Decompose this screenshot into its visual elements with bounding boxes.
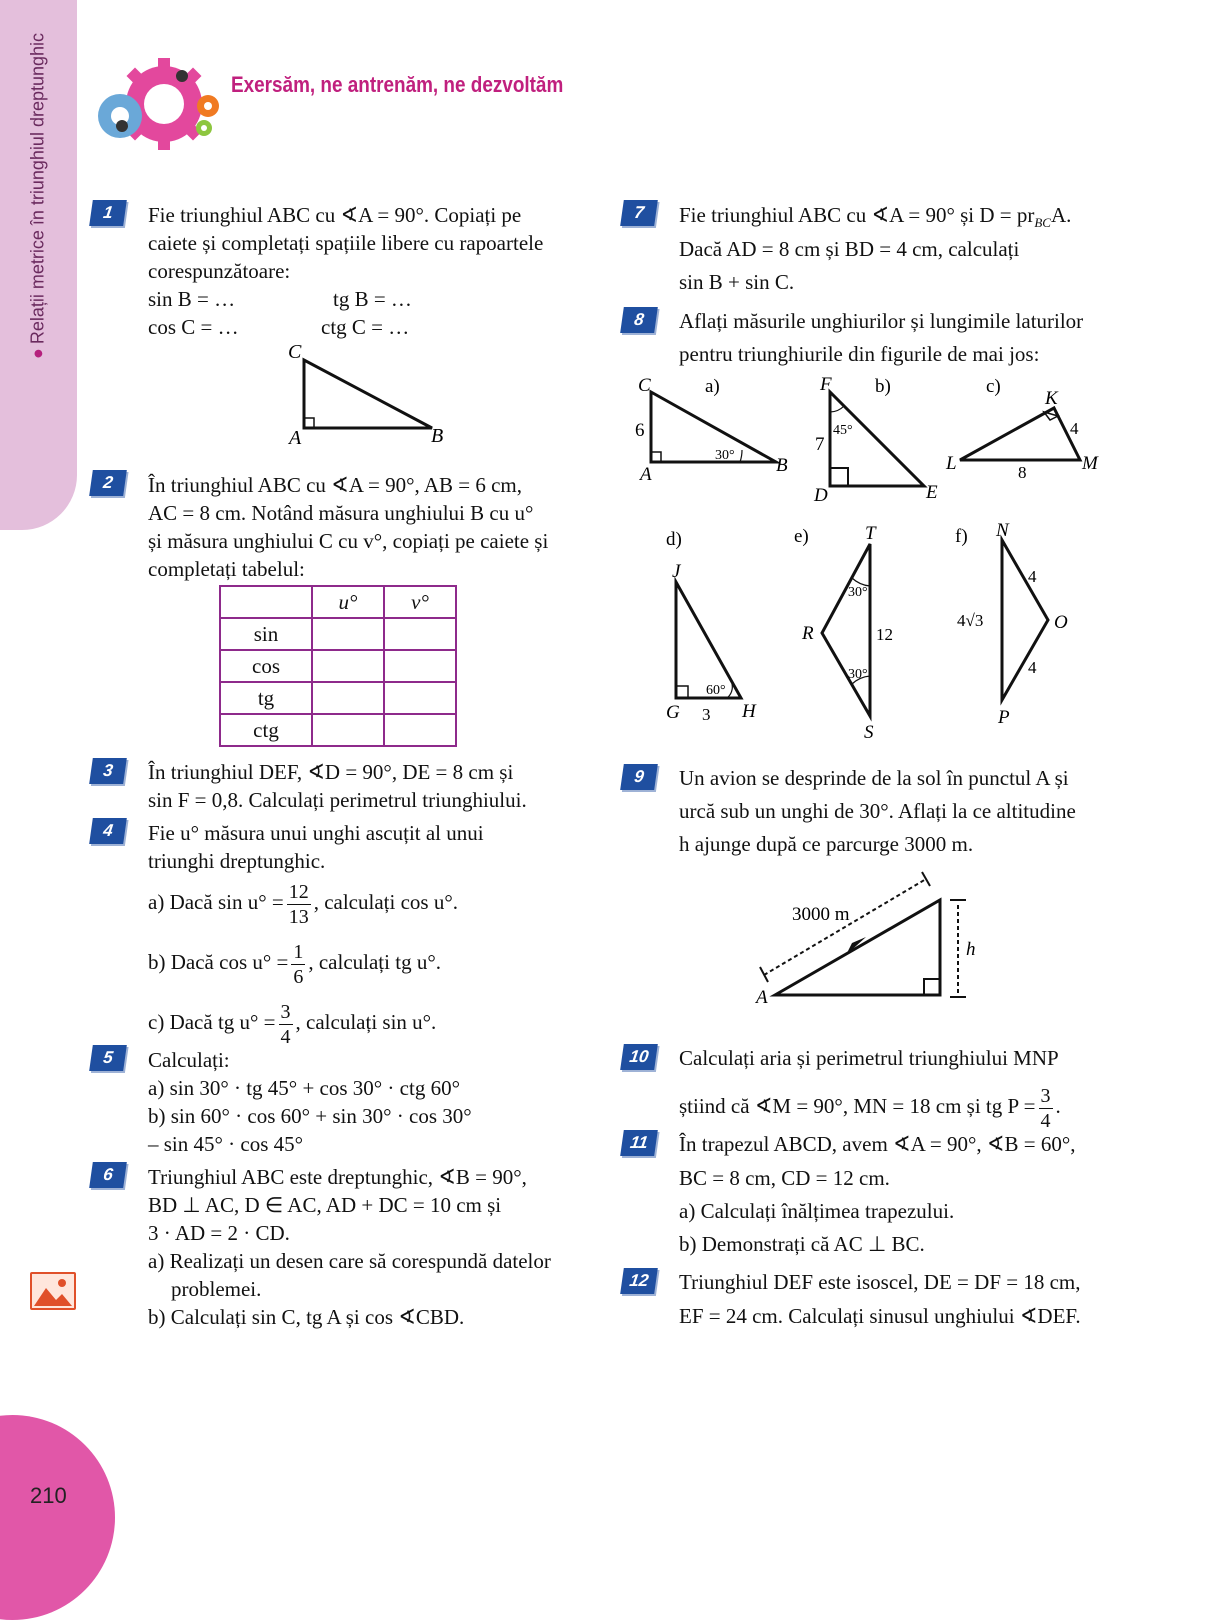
label-a: A <box>289 427 302 449</box>
vertex-g: G <box>666 702 680 723</box>
side-length: 8 <box>1018 463 1027 482</box>
section-title: Exersăm, ne antrenăm, ne dezvoltăm <box>231 72 564 97</box>
vertex-b: B <box>776 455 788 476</box>
exercise-1-tg-b: tg B = … <box>333 287 412 311</box>
table-row-label: cos <box>220 650 312 682</box>
gears-logo-icon <box>82 56 222 156</box>
label-b: B <box>431 425 444 447</box>
vertex-s: S <box>864 722 874 743</box>
exercise-6-line-4: a) Realizați un desen care să corespundă datelor <box>148 1249 551 1273</box>
exercise-10-line-2: știind că ∢M = 90°, MN = 18 cm și tg P = $\frac{3}{4}$ . <box>679 1084 1061 1132</box>
exercise-1-line-1: Fie triunghiul ABC cu ∢A = 90°. Copiați pe <box>148 203 522 227</box>
side-length: 12 <box>876 625 893 644</box>
exercise-3-line-2: sin F = 0,8. Calculați perimetrul triunghiului. <box>148 788 527 812</box>
exercise-11-line-3: a) Calculați înălțimea trapezului. <box>679 1199 955 1223</box>
exercise-6-line-2: BD ⊥ AC, D ∈ AC, AD + DC = 10 cm și <box>148 1193 502 1217</box>
side-length: 3 <box>702 705 711 724</box>
vertex-t: T <box>865 523 876 544</box>
figure-c <box>945 376 1099 482</box>
vertex-h: H <box>742 701 756 722</box>
exercise-7-line-2: Dacă AD = 8 cm și BD = 4 cm, calculați <box>679 237 1020 261</box>
table-header-v: v° <box>384 586 456 618</box>
angle-label: 30° <box>848 585 868 600</box>
exercise-number-badge: 11 <box>620 1130 658 1156</box>
exercise-10-line-1: Calculați aria și perimetrul triunghiului MNP <box>679 1046 1059 1070</box>
figure-b-label: b) <box>875 376 891 397</box>
angle-label: 30° <box>715 448 735 463</box>
exercise-6-line-6: b) Calculați sin C, tg A și cos ∢CBD. <box>148 1305 465 1329</box>
figure-a <box>635 375 788 485</box>
exercise-number-badge: 6 <box>89 1162 127 1188</box>
exercise-number-badge: 3 <box>89 758 127 784</box>
exercise-6-line-3: 3 · AD = 2 · CD. <box>148 1221 290 1245</box>
exercise-4-a: a) Dacă sin u° = $\frac{12}{13}$ , calculați cos u°. <box>148 880 458 928</box>
exercise-6-line-1: Triunghiul ABC este dreptunghic, ∢B = 90°, <box>148 1165 527 1189</box>
vertex-n: N <box>996 520 1009 541</box>
vertex-p: P <box>998 707 1010 728</box>
exercise-number-badge: 10 <box>620 1044 658 1070</box>
exercise-1-ctg-c: ctg C = … <box>321 315 410 339</box>
exercise-1-line-2: caiete și completați spațiile libere cu rapoartele <box>148 231 544 255</box>
exercise-2-line-2: AC = 8 cm. Notând măsura unghiului B cu u° <box>148 501 534 525</box>
exercise-9-line-2: urcă sub un unghi de 30°. Aflați la ce altitudine <box>679 799 1076 823</box>
figure-f <box>955 520 1068 728</box>
exercise-2-line-1: În triunghiul ABC cu ∢A = 90°, AB = 6 cm, <box>148 473 523 497</box>
exercise-5-line-4: – sin 45° · cos 45° <box>148 1132 304 1156</box>
exercise-12-line-2: EF = 24 cm. Calculați sinusul unghiului ∢DEF. <box>679 1304 1081 1328</box>
vertex-d: D <box>814 485 828 506</box>
exercise-2-table <box>219 585 457 747</box>
table-header-u: u° <box>312 586 384 618</box>
vertex-a: A <box>640 464 652 485</box>
exercise-8-line-1: Aflați măsurile unghiurilor și lungimile laturilor <box>679 309 1084 333</box>
exercise-5-line-2: a) sin 30° · tg 45° + cos 30° · ctg 60° <box>148 1076 460 1100</box>
exercise-4-c: c) Dacă tg u° = $\frac{3}{4}$ , calculați sin u°. <box>148 1000 437 1048</box>
exercise-8-figures <box>620 368 1140 748</box>
exercise-9-line-1: Un avion se desprinde de la sol în punctul A și <box>679 766 1069 790</box>
side-length: 4√3 <box>957 611 984 630</box>
vertex-k: K <box>1045 388 1058 409</box>
corner-decoration <box>0 1415 115 1620</box>
exercise-5-line-1: Calculați: <box>148 1048 230 1072</box>
exercise-9-line-3: h ajunge după ce parcurge 3000 m. <box>679 832 974 856</box>
exercise-number-badge: 2 <box>89 470 127 496</box>
figure-d <box>666 529 757 724</box>
vertex-f: F <box>820 374 832 395</box>
figure-d-label: d) <box>666 529 682 550</box>
vertex-c: C <box>638 375 651 396</box>
exercise-4-line-1: Fie u° măsura unui unghi ascuțit al unui <box>148 821 484 845</box>
figure-a-label: a) <box>705 376 720 397</box>
exercise-9-airplane-figure <box>740 865 1000 1010</box>
exercise-11-line-1: În trapezul ABCD, avem ∢A = 90°, ∢B = 60°, <box>679 1132 1076 1156</box>
vertex-r: R <box>802 623 814 644</box>
chapter-vertical-label: ●Relații metrice în triunghiul dreptunghic <box>27 32 48 360</box>
table-row-label: tg <box>220 682 312 714</box>
exercise-number-badge: 8 <box>620 307 658 333</box>
exercise-number-badge: 12 <box>620 1268 658 1294</box>
vertex-o: O <box>1054 612 1068 633</box>
exercise-1-line-3: corespunzătoare: <box>148 259 291 283</box>
exercise-number-badge: 7 <box>620 200 658 226</box>
side-length: 4 <box>1028 658 1037 677</box>
exercise-4-line-2: triunghi dreptunghic. <box>148 849 326 873</box>
distance-label: 3000 m <box>792 904 850 925</box>
exercise-4-b: b) Dacă cos u° = $\frac{1}{6}$ , calculați tg u°. <box>148 940 441 988</box>
side-length: 6 <box>635 420 645 441</box>
side-length: 4 <box>1070 419 1079 438</box>
figure-f-label: f) <box>955 526 968 547</box>
side-length: 4 <box>1028 567 1037 586</box>
image-gallery-icon[interactable] <box>30 1272 76 1310</box>
exercise-7-line-3: sin B + sin C. <box>679 270 795 294</box>
angle-label: 30° <box>848 667 868 682</box>
height-label: h <box>966 939 976 960</box>
exercise-11-line-2: BC = 8 cm, CD = 12 cm. <box>679 1166 890 1190</box>
exercise-6-line-5: problemei. <box>171 1277 262 1301</box>
angle-label: 45° <box>833 423 853 438</box>
exercise-number-badge: 1 <box>89 200 127 226</box>
figure-e-label: e) <box>794 526 809 547</box>
exercise-1-triangle-figure <box>280 336 460 451</box>
table-row-label: ctg <box>220 714 312 746</box>
vertex-e: E <box>926 482 938 503</box>
exercise-number-badge: 9 <box>620 764 658 790</box>
vertex-a: A <box>756 987 768 1008</box>
exercise-5-line-3: b) sin 60° · cos 60° + sin 30° · cos 30° <box>148 1104 472 1128</box>
exercise-11-line-4: b) Demonstrați că AC ⊥ BC. <box>679 1232 925 1256</box>
figure-c-label: c) <box>986 376 1001 397</box>
exercise-2-line-3: și măsura unghiului C cu v°, copiați pe caiete și <box>148 529 549 553</box>
table-row-label: sin <box>220 618 312 650</box>
label-c: C <box>288 341 302 363</box>
vertex-m: M <box>1082 453 1098 474</box>
vertex-l: L <box>946 453 957 474</box>
exercise-12-line-1: Triunghiul DEF este isoscel, DE = DF = 18 cm, <box>679 1270 1081 1294</box>
figure-b <box>813 374 938 506</box>
exercise-8-line-2: pentru triunghiurile din figurile de mai jos: <box>679 342 1040 366</box>
exercise-3-line-1: În triunghiul DEF, ∢D = 90°, DE = 8 cm și <box>148 760 514 784</box>
page-number: 210 <box>30 1483 67 1508</box>
exercise-1-cos-c: cos C = … <box>148 315 239 339</box>
exercise-7-line-1: Fie triunghiul ABC cu ∢A = 90° și $D = pr_{BC}A$. <box>679 203 1072 231</box>
exercise-1-sin-b: sin B = … <box>148 287 236 311</box>
vertex-j: J <box>672 561 681 582</box>
side-length: 7 <box>815 434 825 455</box>
exercise-number-badge: 4 <box>89 818 127 844</box>
exercise-2-line-4: completați tabelul: <box>148 557 305 581</box>
angle-label: 60° <box>706 683 726 698</box>
figure-e <box>794 523 893 743</box>
exercise-number-badge: 5 <box>89 1045 127 1071</box>
